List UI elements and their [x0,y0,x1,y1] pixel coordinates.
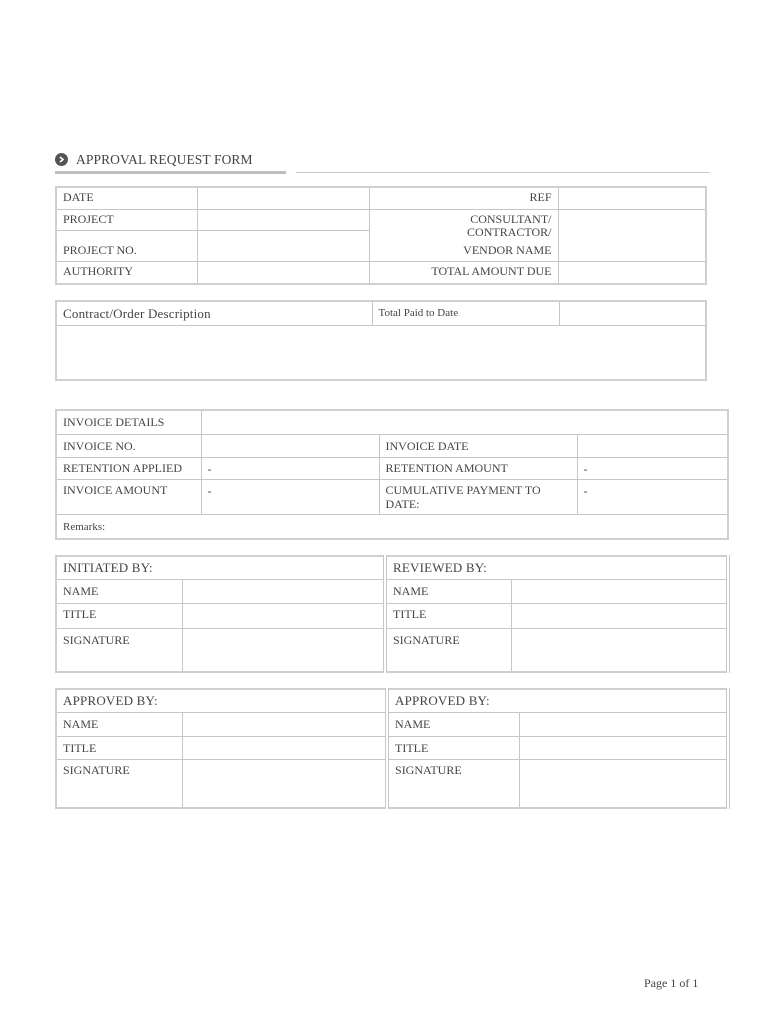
total-paid-field[interactable] [559,301,706,325]
title-underline [55,171,286,174]
total-paid-label: Total Paid to Date [372,301,559,325]
date-field[interactable] [197,187,369,209]
initiated-title-field[interactable] [182,603,385,628]
consultant-label [369,209,558,261]
approved-1-title-label: TITLE [56,736,182,759]
invoice-amount-value[interactable]: - [201,479,379,514]
consultant-label-line-3: VENDOR NAME [463,242,552,257]
consultant-field[interactable] [558,209,706,261]
contract-description-field[interactable] [56,325,706,380]
total-amount-due-label: TOTAL AMOUNT DUE [369,261,558,284]
reviewed-by-heading: REVIEWED BY: [385,556,728,579]
approved-2-title-label: TITLE [387,736,519,759]
contract-description-label: Contract/Order Description [56,301,372,325]
invoice-no-label: INVOICE NO. [56,434,201,457]
approved-1-name-field[interactable] [182,712,387,736]
cumulative-payment-line-2: DATE: [385,496,420,511]
invoice-date-field[interactable] [577,434,728,457]
approved-2-title-field[interactable] [519,736,728,759]
ref-field[interactable] [558,187,706,209]
reviewed-title-label: TITLE [385,603,511,628]
initiated-title-label: TITLE [56,603,182,628]
approved-1-name-label: NAME [56,712,182,736]
total-amount-due-field[interactable] [558,261,706,284]
initiated-reviewed-table [55,555,730,673]
invoice-no-field[interactable] [201,434,379,457]
reviewed-name-label: NAME [385,579,511,603]
contract-table [55,300,707,381]
project-no-field[interactable] [197,230,369,261]
initiated-name-label: NAME [56,579,182,603]
remarks-field[interactable]: Remarks: [56,514,728,539]
authority-label: AUTHORITY [56,261,197,284]
project-field[interactable] [197,209,369,230]
invoice-amount-label: INVOICE AMOUNT [56,479,201,514]
retention-amount-label: RETENTION AMOUNT [379,457,577,479]
cumulative-payment-line-1: CUMULATIVE PAYMENT TO [385,482,541,497]
approved-2-signature-field[interactable] [519,759,728,808]
consultant-label-line-2: CONTRACTOR/ [467,224,552,239]
invoice-date-label: INVOICE DATE [379,434,577,457]
initiated-signature-field[interactable] [182,628,385,672]
cumulative-payment-label [379,479,577,514]
approved-1-title-field[interactable] [182,736,387,759]
reviewed-name-field[interactable] [511,579,728,603]
approved-1-signature-label: SIGNATURE [56,759,182,808]
header-rule [296,172,710,173]
invoice-details-label: INVOICE DETAILS [56,410,201,434]
retention-amount-value[interactable]: - [577,457,728,479]
initiated-signature-label: SIGNATURE [56,628,182,672]
retention-applied-value[interactable]: - [201,457,379,479]
ref-label: REF [369,187,558,209]
invoice-details-field[interactable] [201,410,728,434]
approved-1-signature-field[interactable] [182,759,387,808]
approved-by-heading-1: APPROVED BY: [56,689,387,712]
approved-2-name-label: NAME [387,712,519,736]
date-label: DATE [56,187,197,209]
project-no-label: PROJECT NO. [56,230,197,261]
reviewed-signature-field[interactable] [511,628,728,672]
initiated-name-field[interactable] [182,579,385,603]
chevron-right-icon [55,153,68,166]
project-info-table [55,186,707,285]
consultant-label-line-1: CONSULTANT/ [470,211,552,226]
invoice-table [55,409,729,540]
approved-2-signature-label: SIGNATURE [387,759,519,808]
reviewed-signature-label: SIGNATURE [385,628,511,672]
initiated-by-heading: INITIATED BY: [56,556,385,579]
reviewed-title-field[interactable] [511,603,728,628]
approved-2-name-field[interactable] [519,712,728,736]
retention-applied-label: RETENTION APPLIED [56,457,201,479]
form-title: APPROVAL REQUEST FORM [76,152,253,167]
cumulative-payment-value[interactable]: - [577,479,728,514]
authority-field[interactable] [197,261,369,284]
approved-by-heading-2: APPROVED BY: [387,689,728,712]
project-label: PROJECT [56,209,197,230]
approved-table [55,688,730,809]
page-number: Page 1 of 1 [644,976,699,990]
